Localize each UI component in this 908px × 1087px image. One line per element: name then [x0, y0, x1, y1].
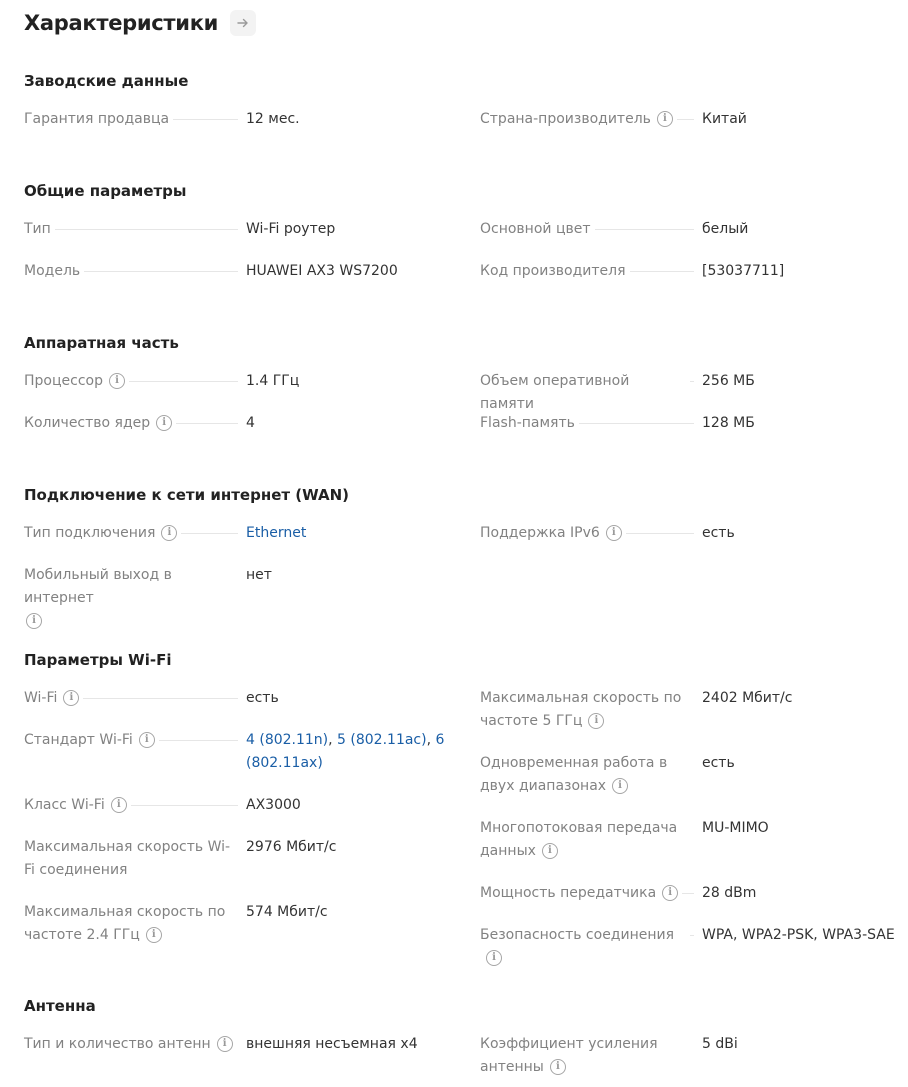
spec-label: Стандарт Wi-Fi — [24, 732, 133, 748]
info-icon[interactable]: i — [662, 885, 678, 901]
spec-label: Максимальная скорость Wi-Fi соединения — [24, 836, 242, 882]
spec-label: Одновременная работа в двух диапазонах — [480, 755, 668, 794]
spec-row-warranty — [24, 108, 446, 131]
spec-value: [53037711] — [702, 263, 785, 279]
spec-value: есть — [702, 525, 735, 541]
spec-row-cpu — [24, 370, 446, 393]
info-icon[interactable]: i — [612, 778, 628, 794]
page-title: Характеристики — [24, 11, 219, 35]
spec-value: 256 МБ — [702, 373, 755, 389]
spec-row-connection — [24, 522, 446, 545]
spec-row-cores — [24, 412, 446, 435]
info-icon[interactable]: i — [486, 950, 502, 966]
spec-row-model — [24, 260, 446, 283]
spec-row-wifi — [24, 687, 446, 710]
spec-label: Модель — [24, 260, 84, 283]
spec-row-speed5 — [480, 687, 902, 733]
spec-label: Максимальная скорость по частоте 5 ГГц — [480, 690, 682, 729]
spec-row-country — [480, 108, 902, 131]
spec-label: Тип и количество антенн — [24, 1036, 211, 1052]
spec-label: Страна-производитель — [480, 111, 651, 127]
spec-value: 28 dBm — [702, 885, 757, 901]
spec-value: AX3000 — [246, 797, 301, 813]
info-icon[interactable]: i — [657, 111, 673, 127]
spec-value: 5 dBi — [702, 1036, 738, 1052]
open-characteristics-button[interactable] — [230, 10, 256, 36]
spec-label: Flash-память — [480, 412, 579, 435]
spec-row-standard — [24, 729, 446, 775]
section-title-antenna: Антенна — [24, 997, 96, 1015]
spec-value: 12 мес. — [246, 111, 300, 127]
spec-row-ram — [480, 370, 902, 416]
spec-row-mobile — [24, 564, 446, 633]
info-icon[interactable]: i — [217, 1036, 233, 1052]
spec-value: есть — [702, 755, 735, 771]
spec-row-gain — [480, 1033, 902, 1079]
wifi-standard-link[interactable]: 6 (802.11ax) — [246, 732, 445, 771]
spec-value: внешняя несъемная x4 — [246, 1036, 418, 1052]
spec-row-code — [480, 260, 902, 283]
spec-value: 2976 Мбит/с — [246, 839, 337, 855]
section-title-wifi: Параметры Wi-Fi — [24, 651, 172, 669]
spec-label: Мобильный выход в интернет — [24, 567, 172, 606]
spec-value: 2402 Мбит/с — [702, 690, 793, 706]
connection-type-link[interactable]: Ethernet — [246, 525, 307, 541]
spec-row-flash — [480, 412, 902, 435]
info-icon[interactable]: i — [588, 713, 604, 729]
spec-label: Тип подключения — [24, 525, 156, 541]
arrow-right-icon — [236, 16, 250, 30]
spec-value: есть — [246, 690, 279, 706]
characteristics-header — [24, 10, 256, 36]
spec-value: 1.4 ГГц — [246, 373, 300, 389]
spec-label: Коэффициент усиления антенны — [480, 1036, 658, 1075]
spec-row-dual — [480, 752, 902, 798]
spec-label: Мощность передатчика — [480, 885, 657, 901]
wifi-standard-link[interactable]: 4 (802.11n) — [246, 732, 329, 748]
section-title-wan: Подключение к сети интернет (WAN) — [24, 486, 350, 504]
spec-value: 128 МБ — [702, 415, 755, 431]
spec-label: Поддержка IPv6 — [480, 525, 600, 541]
spec-label: Гарантия продавца — [24, 108, 173, 131]
info-icon[interactable]: i — [146, 927, 162, 943]
spec-row-color — [480, 218, 902, 241]
spec-value: 4 (802.11n), 5 (802.11ac), 6 (802.11ax) — [246, 732, 445, 771]
info-icon[interactable]: i — [542, 843, 558, 859]
spec-row-mimo — [480, 817, 902, 863]
spec-value: Wi-Fi роутер — [246, 221, 336, 237]
spec-label: Код производителя — [480, 260, 630, 283]
spec-row-speed24 — [24, 901, 446, 947]
spec-value: нет — [246, 567, 272, 583]
spec-value: белый — [702, 221, 749, 237]
spec-row-maxspeed — [24, 836, 446, 882]
spec-label: Основной цвет — [480, 218, 595, 241]
spec-label: Многопотоковая передача данных — [480, 820, 678, 859]
section-title-hardware: Аппаратная часть — [24, 334, 179, 352]
spec-row-type — [24, 218, 446, 241]
spec-label: Максимальная скорость по частоте 2.4 ГГц — [24, 904, 226, 943]
spec-value: HUAWEI AX3 WS7200 — [246, 263, 398, 279]
info-icon[interactable]: i — [156, 415, 172, 431]
info-icon[interactable]: i — [111, 797, 127, 813]
spec-value: 574 Мбит/с — [246, 904, 328, 920]
spec-value: 4 — [246, 415, 255, 431]
section-title-general: Общие параметры — [24, 182, 187, 200]
spec-row-security — [480, 924, 908, 970]
info-icon[interactable]: i — [550, 1059, 566, 1075]
spec-label: Wi-Fi — [24, 690, 58, 706]
info-icon[interactable]: i — [139, 732, 155, 748]
spec-label: Класс Wi-Fi — [24, 797, 105, 813]
spec-label: Безопасность соединения — [480, 927, 675, 943]
info-icon[interactable]: i — [161, 525, 177, 541]
spec-row-class — [24, 794, 446, 817]
spec-value: MU-MIMO — [702, 820, 769, 836]
spec-label: Тип — [24, 218, 55, 241]
spec-label: Процессор — [24, 373, 103, 389]
spec-label: Объем оперативной памяти — [480, 370, 690, 416]
spec-value: Китай — [702, 111, 747, 127]
info-icon[interactable]: i — [606, 525, 622, 541]
spec-row-antenna — [24, 1033, 446, 1056]
section-title-factory: Заводские данные — [24, 72, 189, 90]
spec-row-power — [480, 882, 902, 905]
spec-label: Количество ядер — [24, 415, 151, 431]
info-icon[interactable]: i — [109, 373, 125, 389]
spec-value: WPA, WPA2-PSK, WPA3-SAE — [702, 927, 895, 943]
info-icon[interactable]: i — [26, 613, 42, 629]
wifi-standard-link[interactable]: 5 (802.11ac) — [337, 732, 427, 748]
spec-row-ipv6 — [480, 522, 902, 545]
info-icon[interactable]: i — [63, 690, 79, 706]
